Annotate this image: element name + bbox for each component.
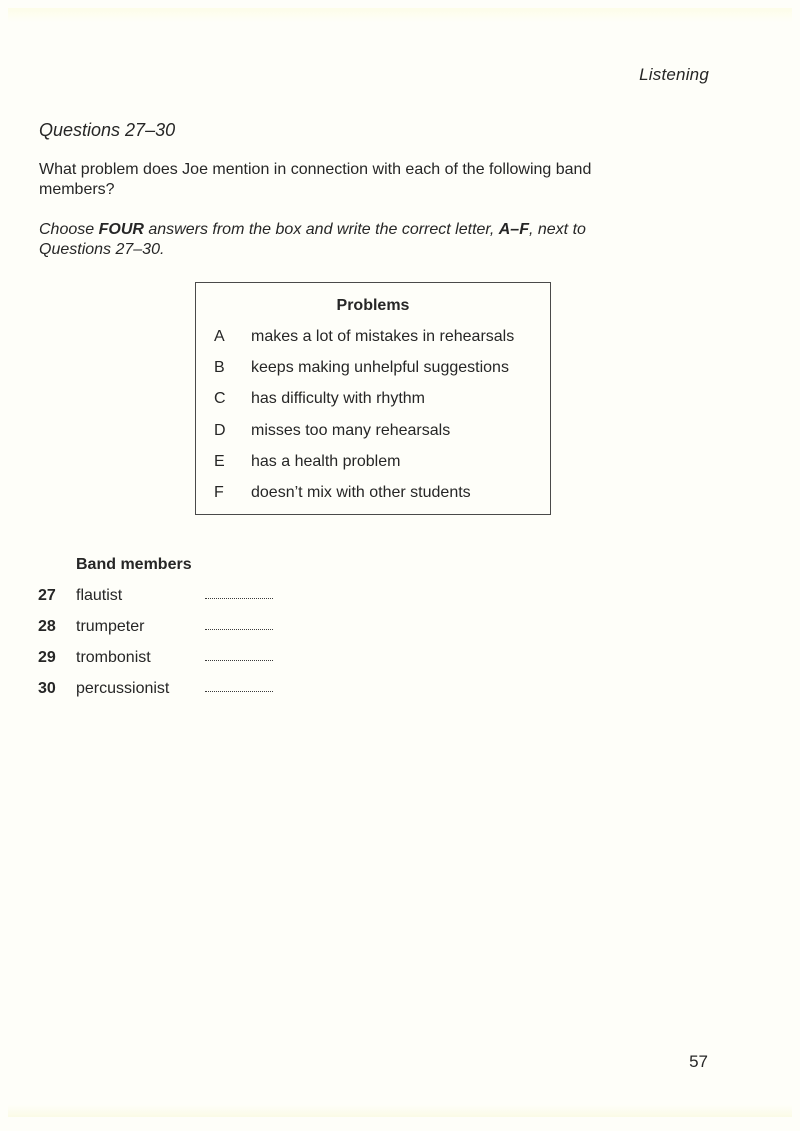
instruction-text (39, 220, 659, 260)
instruction-bold-count: FOUR (98, 221, 144, 238)
option-text: doesn’t mix with other students (251, 484, 471, 501)
band-member-name: flautist (76, 587, 123, 604)
option-text: has difficulty with rhythm (251, 390, 425, 407)
page-number: 57 (689, 1052, 708, 1071)
option-text: has a health problem (251, 453, 401, 470)
option-text: makes a lot of mistakes in rehearsals (251, 328, 515, 345)
page-top-edge (8, 8, 792, 22)
option-d (196, 422, 550, 442)
question-number: 29 (38, 649, 56, 666)
instruction-part-2: answers from the box and write the correct letter, (143, 221, 499, 238)
question-prompt: What problem does Joe mention in connection with each of the following band members? (39, 161, 592, 198)
option-letter: D (214, 422, 226, 439)
option-letter: C (214, 390, 226, 407)
question-number: 30 (38, 680, 56, 697)
question-number: 28 (38, 618, 56, 635)
option-letter: A (214, 328, 225, 345)
question-28-row (0, 618, 400, 640)
option-letter: B (214, 359, 225, 376)
questions-heading: Questions 27–30 (39, 120, 176, 140)
option-b (196, 359, 550, 379)
option-text: keeps making unhelpful suggestions (251, 359, 509, 376)
band-members-heading: Band members (76, 556, 192, 573)
option-letter: F (214, 484, 224, 501)
option-text: misses too many rehearsals (251, 422, 451, 439)
problems-box (195, 282, 551, 515)
answer-blank-29[interactable] (205, 660, 273, 661)
option-letter: E (214, 453, 225, 470)
option-f (196, 484, 550, 504)
answer-blank-30[interactable] (205, 691, 273, 692)
option-e (196, 453, 550, 473)
answer-blank-27[interactable] (205, 598, 273, 599)
instruction-bold-range: A–F (498, 221, 529, 238)
question-27-row (0, 587, 400, 609)
question-number: 27 (38, 587, 56, 604)
page-bottom-edge (8, 1105, 792, 1117)
option-a (196, 328, 550, 348)
question-29-row (0, 649, 400, 671)
option-c (196, 390, 550, 410)
section-header: Listening (639, 65, 709, 84)
problems-box-title: Problems (336, 297, 410, 314)
band-member-name: percussionist (76, 680, 170, 697)
answer-blank-28[interactable] (205, 629, 273, 630)
band-member-name: trumpeter (76, 618, 145, 635)
instruction-part-1: Choose (39, 221, 99, 238)
question-30-row (0, 680, 400, 702)
band-member-name: trombonist (76, 649, 151, 666)
instruction-part-3: , next to Questions 27–30. (39, 221, 586, 258)
